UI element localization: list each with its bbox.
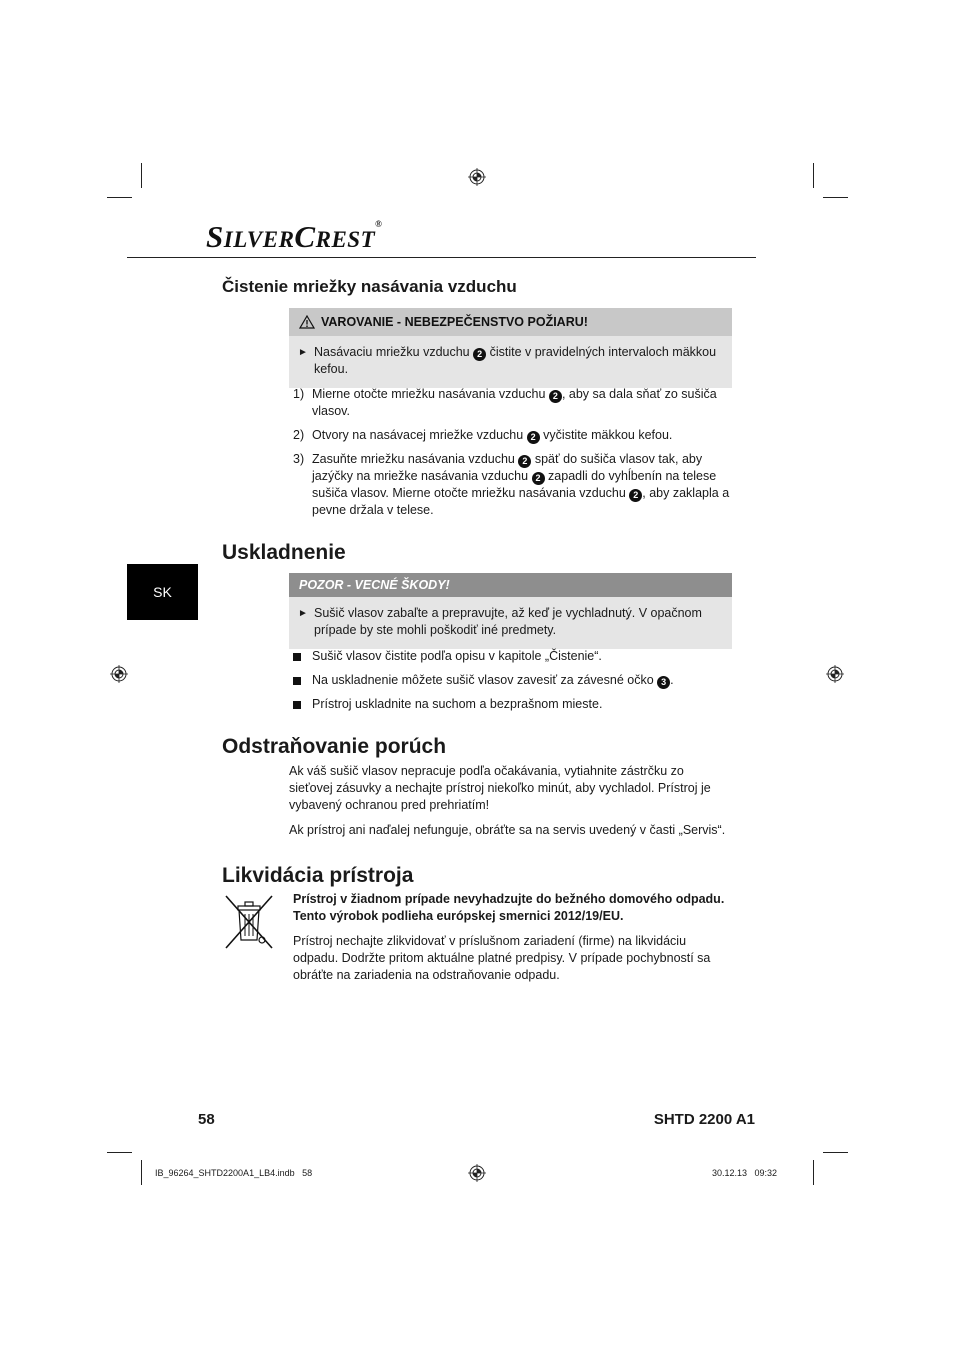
step-number: 1) [293, 387, 305, 401]
step-text: Mierne otočte mriežku nasávania vzduchu 2 , aby sa dala sňať zo sušiča vlasov. [312, 387, 717, 418]
step-text: Otvory na nasávacej mriežke vzduchu 2 vyčistite mäkkou kefou. [312, 428, 673, 442]
bullet-text: Na uskladnenie môžete sušič vlasov zavesiť za závesné očko 3 . [312, 673, 674, 687]
model-number: SHTD 2200 A1 [653, 1111, 755, 1128]
file-slug: IB_96264_SHTD2200A1_LB4.indb 58 [155, 1168, 313, 1178]
step-number: 2) [293, 428, 305, 442]
page-number: 58 [198, 1111, 215, 1128]
caution-box [289, 573, 732, 649]
part-number-badge: 2 [527, 431, 540, 444]
step-text: Zasuňte mriežku nasávania vzduchu 2 späť do sušiča vlasov tak, aby jazýčky na mriežke nasávania vzduchu 2 zapadli do vyhĺbenín na telese sušiča vlasov. Mierne otočte mriežku nasávania vzduchu 2 , aby zaklapla a pevne držala v telese. [312, 452, 730, 517]
registration-mark-icon [468, 168, 486, 186]
section-title-disposal: Likvidácia prístroja [222, 864, 414, 887]
bullet-square-icon [293, 677, 301, 685]
crop-mark [823, 197, 848, 198]
crop-mark [107, 197, 132, 198]
disposal-text: Prístroj nechajte zlikvidovať v príslušnom zariadení (firme) na likvidáciu odpadu. Dodržte pritom aktuálne platné predpisy. V prípade pochybností sa obráťte na zariadenia na odstraňovanie odpadu. [293, 934, 711, 982]
paragraph: Ak prístroj ani naďalej nefunguje, obráťte sa na servis uvedený v časti „Servis“. [289, 823, 726, 837]
step-number: 3) [293, 452, 305, 466]
part-number-badge: 2 [532, 472, 545, 485]
caution-body: ► Sušič vlasov zabaľte a prepravujte, až keď je vychladnutý. V opačnom prípade by ste mohli poškodiť iné predmety. [298, 606, 702, 637]
arrow-right-icon: ► [298, 347, 308, 358]
caution-header: POZOR - VECNÉ ŠKODY! [289, 573, 732, 597]
section-title-cleaning: Čistenie mriežky nasávania vzduchu [222, 277, 517, 296]
part-number-badge: 3 [657, 676, 670, 689]
warning-body: ► Nasávaciu mriežku vzduchu 2 čistite v pravidelných intervaloch mäkkou kefou. [298, 345, 717, 376]
bullet-square-icon [293, 653, 301, 661]
header-rule [127, 257, 756, 258]
crop-mark [141, 1160, 142, 1185]
date-slug: 30.12.13 09:32 [711, 1168, 777, 1178]
crop-mark [813, 163, 814, 188]
registration-mark-icon [468, 1164, 486, 1182]
registration-mark-icon [110, 665, 128, 683]
arrow-right-icon: ► [298, 608, 308, 619]
part-number-badge: 2 [629, 489, 642, 502]
bullet-text: Sušič vlasov čistite podľa opisu v kapitole „Čistenie“. [312, 649, 602, 663]
warning-title: VAROVANIE - NEBEZPEČENSTVO POŽIARU! [321, 315, 588, 329]
bullet-square-icon [293, 701, 301, 709]
section-title-troubleshooting: Odstraňovanie porúch [222, 735, 447, 758]
section-title-storage: Uskladnenie [222, 541, 346, 564]
language-tab: SK [127, 564, 198, 620]
crossed-out-bin-icon [222, 892, 276, 952]
crop-mark [107, 1152, 132, 1153]
brand-logo: SILVERCREST® [206, 219, 383, 254]
crop-mark [823, 1152, 848, 1153]
disposal-bold-text: Prístroj v žiadnom prípade nevyhadzujte do bežného domového odpadu. Tento výrobok podlieha európskej smernici 2012/19/EU. [293, 892, 725, 923]
crop-mark [813, 1160, 814, 1185]
bullet-text: Prístroj uskladnite na suchom a bezprašnom mieste. [312, 697, 603, 711]
part-number-badge: 2 [518, 455, 531, 468]
part-number-badge: 2 [549, 390, 562, 403]
registration-mark-icon [826, 665, 844, 683]
warning-box [289, 308, 732, 388]
warning-triangle-icon [299, 315, 315, 329]
part-number-badge: 2 [473, 348, 486, 361]
crop-mark [141, 163, 142, 188]
paragraph: Ak váš sušič vlasov nepracuje podľa očakávania, vytiahnite zástrčku zo sieťovej zásuvky a nechajte prístroj niekoľko minút, aby vychladol. Prístroj je vybavený ochranou pred prehriatím! [289, 764, 711, 812]
warning-header [289, 308, 732, 336]
